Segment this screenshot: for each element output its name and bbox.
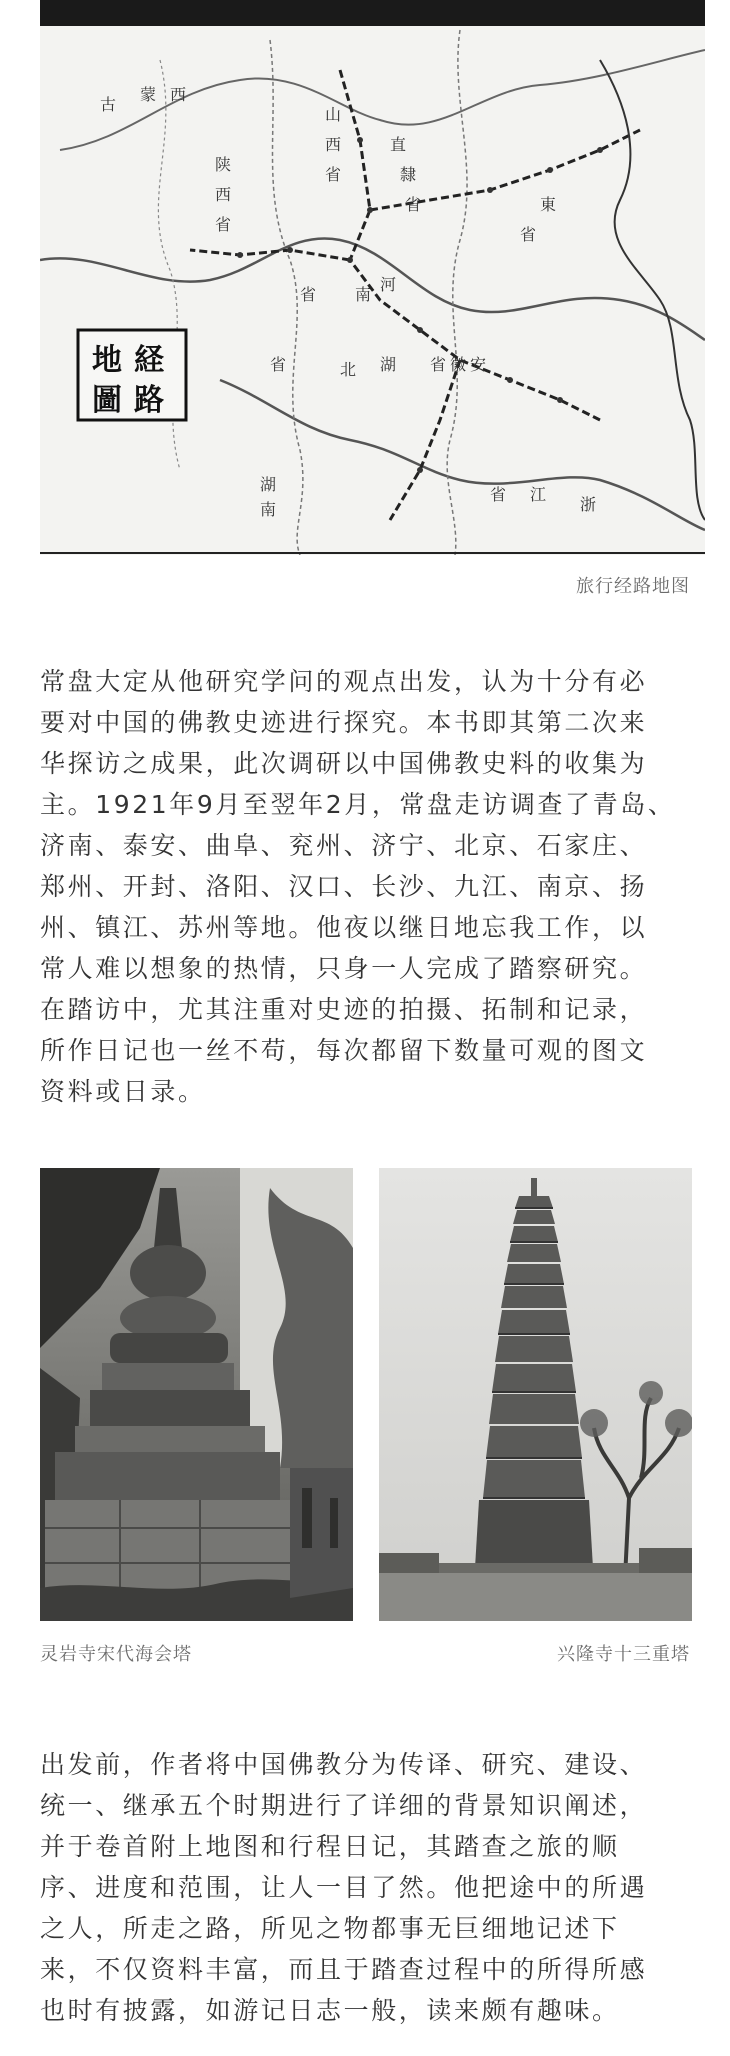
paragraph-line: 并于卷首附上地图和行程日记，其踏查之旅的顺 (40, 1832, 620, 1861)
svg-text:東: 東 (540, 195, 557, 214)
paragraph-line: 州、镇江、苏州等地。他夜以继日地忘我工作，以 (40, 913, 648, 942)
right-photo-caption: 兴隆寺十三重塔 (557, 1644, 690, 1665)
svg-text:湖: 湖 (260, 475, 277, 494)
svg-text:湖: 湖 (380, 355, 397, 374)
lingyan-pagoda-photo (40, 1168, 353, 1621)
svg-text:西: 西 (325, 135, 342, 154)
paragraph-line: 所作日记也一丝不苟，每次都留下数量可观的图文 (40, 1036, 648, 1065)
paragraph-line: 常盘大定从他研究学问的观点出发，认为十分有必 (40, 667, 648, 696)
paragraph-line: 来，不仅资料丰富，而且于踏查过程中的所得所感 (40, 1955, 648, 1984)
svg-text:省: 省 (270, 355, 287, 374)
paragraph-line: 资料或日录。 (40, 1077, 206, 1106)
paragraph-line: 出发前，作者将中国佛教分为传译、研究、建设、 (40, 1750, 648, 1779)
xinglong-pagoda-photo (379, 1168, 692, 1621)
svg-text:省: 省 (520, 225, 537, 244)
paragraph-line: 常人难以想象的热情，只身一人完成了踏察研究。 (40, 954, 648, 983)
route-map-drawing (40, 0, 705, 555)
paragraph-intro (40, 661, 700, 1112)
svg-text:省: 省 (490, 485, 507, 504)
svg-text:河: 河 (380, 275, 397, 294)
left-photo-caption: 灵岩寺宋代海会塔 (40, 1644, 192, 1665)
svg-text:隸: 隸 (400, 165, 417, 184)
svg-text:陕: 陕 (215, 155, 232, 174)
svg-text:江: 江 (530, 485, 547, 504)
paragraph-line: 要对中国的佛教史迹进行探究。本书即其第二次来 (40, 708, 648, 737)
svg-text:浙: 浙 (580, 495, 597, 514)
svg-text:省: 省 (325, 165, 342, 184)
svg-text:西: 西 (215, 185, 232, 204)
svg-text:圖: 圖 (92, 383, 122, 418)
route-map-image (40, 0, 705, 555)
paragraph-conclusion (40, 1744, 700, 2031)
paragraph-line: 济南、泰安、曲阜、兖州、济宁、北京、石家庄、 (40, 831, 648, 860)
paragraph-line: 郑州、开封、洛阳、汉口、长沙、九江、南京、扬 (40, 872, 648, 901)
paragraph-line: 统一、继承五个时期进行了详细的背景知识阐述， (40, 1791, 648, 1820)
paragraph-line: 在踏访中，尤其注重对史迹的拍摄、拓制和记录， (40, 995, 648, 1024)
paragraph-line: 华探访之成果，此次调研以中国佛教史料的收集为 (40, 749, 648, 778)
svg-text:省: 省 (405, 195, 422, 214)
svg-text:直: 直 (390, 135, 407, 154)
paragraph-line: 之人，所走之路，所见之物都事无巨细地记述下 (40, 1914, 620, 1943)
paragraph-line: 也时有披露，如游记日志一般，读来颇有趣味。 (40, 1996, 620, 2025)
paragraph-line: 序、进度和范围，让人一目了然。他把途中的所遇 (40, 1873, 648, 1902)
svg-text:西: 西 (170, 85, 187, 104)
svg-text:蒙: 蒙 (140, 85, 157, 104)
svg-text:南: 南 (260, 500, 277, 519)
svg-text:省: 省 (430, 355, 447, 374)
svg-text:省: 省 (300, 285, 317, 304)
svg-text:地: 地 (92, 343, 122, 378)
svg-text:徽: 徽 (450, 355, 467, 374)
svg-text:安: 安 (470, 355, 487, 374)
svg-text:南: 南 (355, 285, 372, 304)
map-caption: 旅行经路地图 (576, 576, 690, 597)
svg-text:省: 省 (215, 215, 232, 234)
svg-text:路: 路 (134, 383, 164, 418)
paragraph-line: 主。1921年9月至翌年2月，常盘走访调查了青岛、 (40, 790, 676, 819)
svg-text:古: 古 (100, 95, 117, 114)
svg-text:北: 北 (340, 360, 357, 379)
svg-text:経: 経 (134, 343, 164, 378)
svg-text:山: 山 (325, 105, 342, 124)
